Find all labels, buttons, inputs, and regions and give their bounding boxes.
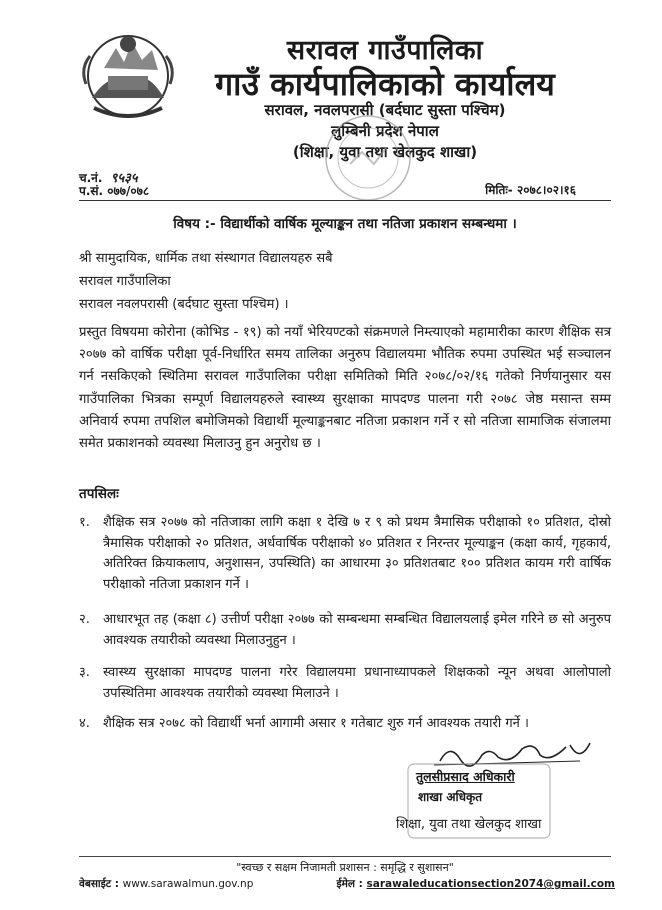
date-value: २०७८।०२।१६ — [516, 183, 576, 197]
list-item-number: १. — [79, 515, 90, 530]
municipality-name: सरावल गाउँपालिका — [286, 35, 484, 66]
email-label: ईमेल : — [336, 878, 363, 890]
section-name: (शिक्षा, युवा तथा खेलकुद शाखा) — [292, 143, 478, 161]
addressee-line-2: सरावल गाउँपालिका — [79, 274, 171, 289]
email-link[interactable]: sarawaleducationsection2074@gmail.com — [366, 878, 615, 890]
office-address: सरावल, नवलपरासी (बर्दघाट सुस्ता पश्चिम) — [264, 101, 506, 119]
list-item — [79, 513, 611, 595]
list-item-number: ३. — [79, 665, 90, 680]
list-item-text: शैक्षिक सत्र २०७७ को नतिजाका लागि कक्षा १ देखि ७ र ९ को प्रथम त्रैमासिक परीक्षाको १० प्रतिशत, दोस्रो त्रैमासिक परीक्षाको २० प्रतिशत, अर्धवार्षिक परीक्षाको ४० प्रतिशत र निरन्तर मूल्याङ्कन (कक्षा कार्य, गृहकार्य, अतिरिक्त क्रियाकलाप, अनुशासन, उपस्थिति) का आधारमा ३० प्रतिशतबाट १०० प्रतिशत कायम गरी वार्षिक परीक्षाको नतिजा प्रकाशन गर्ने । — [103, 515, 611, 592]
addressee-line-1: श्री सामुदायिक, धार्मिक तथा संस्थागत विद्यालयहरु सबै — [79, 251, 333, 266]
footer-motto: "स्वच्छ र सक्षम निजामती प्रशासन : समृद्धि र सुशासन" — [236, 861, 454, 874]
website-link[interactable]: www.sarawalmun.gov.np — [122, 878, 254, 890]
round-office-seal-icon — [322, 112, 414, 204]
list-item — [79, 714, 611, 735]
province-country: लुम्बिनी प्रदेश नेपाल — [331, 122, 439, 140]
footer-email — [336, 877, 615, 891]
addressee-line-3: सरावल नवलपरासी (बर्दघाट सुस्ता पश्चिम) । — [79, 297, 289, 312]
footer-divider — [79, 856, 611, 857]
tapasil-heading: तपसिलः — [79, 486, 119, 502]
list-item-text: शैक्षिक सत्र २०७८ को विद्यार्थी भर्ना आगामी असार १ गतेबाट शुरु गर्न आवश्यक तयारी गर्ने । — [103, 716, 529, 731]
list-item-text: आधारभूत तह (कक्षा ८) उत्तीर्ण परीक्षा २०७७ को सम्बन्धमा सम्बन्धित विद्यालयलाई इमेल गरिने छ सो अनुरुप आवश्यक तयारीको व्यवस्था मिलाउनुहुन । — [103, 612, 611, 648]
body-paragraph: प्रस्तुत विषयमा कोरोना (कोभिड - १९) को नयाँ भेरियण्टको संक्रमणले निम्त्याएको महामारीका कारण शैक्षिक सत्र २०७७ को वार्षिक परीक्षा पूर्व-निर्धारित समय तालिका अनुरुप विद्यालयमा भौतिक रुपमा उपस्थित भई सञ्चालन गर्न नसकिएको स्थितिमा सरावल गाउँपालिका परीक्षा समितिको मिति २०७८/०२/१६ गतेको निर्णयानुसार यस गाउँपालिका भित्रका सम्पूर्ण विद्यालयहरुले स्वास्थ्य सुरक्षाका मापदण्ड पालना गरी २०७८ जेष्ठ मसान्त सम्म अनिवार्य रुपमा तपशिल बमोजिमको विद्यार्थी मूल्याङ्कनबाट नतिजा प्रकाशन गर्ने र सो नतिजा सामाजिक संजालमा समेत प्रकाशनको व्यवस्था मिलाउनु हुन अनुरोध छ । — [79, 325, 611, 452]
signatory-title: शाखा अधिकृत — [418, 790, 483, 804]
letter-date — [485, 181, 576, 198]
fiscal-year — [79, 182, 149, 199]
fiscal-year-label: प.सं. — [79, 184, 104, 198]
list-item-number: ४. — [79, 716, 90, 731]
list-item — [79, 663, 611, 704]
fiscal-year-value: ०७७/०७८ — [107, 184, 150, 198]
reference-label: च.नं. — [79, 171, 103, 185]
list-item — [79, 610, 611, 651]
office-name: गाउँ कार्यपालिकाको कार्यालय — [215, 65, 555, 103]
signatory-department: शिक्षा, युवा तथा खेलकुद शाखा — [396, 817, 542, 832]
subject-line: विषय :- विद्यार्थीको वार्षिक मूल्याङ्कन तथा नतिजा प्रकाशन सम्बन्धमा । — [173, 216, 517, 232]
signatory-name: तुलसीप्रसाद अधिकारी — [416, 769, 515, 784]
nepal-emblem-icon — [82, 28, 174, 124]
date-label: मितिः- — [485, 183, 513, 197]
header-divider — [79, 200, 611, 201]
reference-value: ९५३५ — [110, 171, 138, 186]
list-item-text: स्वास्थ्य सुरक्षाका मापदण्ड पालना गरेर विद्यालयमा प्रधानाध्यापकले शिक्षकको न्यून अथवा आलोपालो उपस्थितिमा आवश्यक तयारीको व्यवस्था मिलाउने । — [103, 665, 611, 701]
list-item-number: २. — [79, 612, 90, 627]
footer-website — [79, 877, 253, 891]
website-label: वेबसाईट : — [79, 878, 119, 890]
